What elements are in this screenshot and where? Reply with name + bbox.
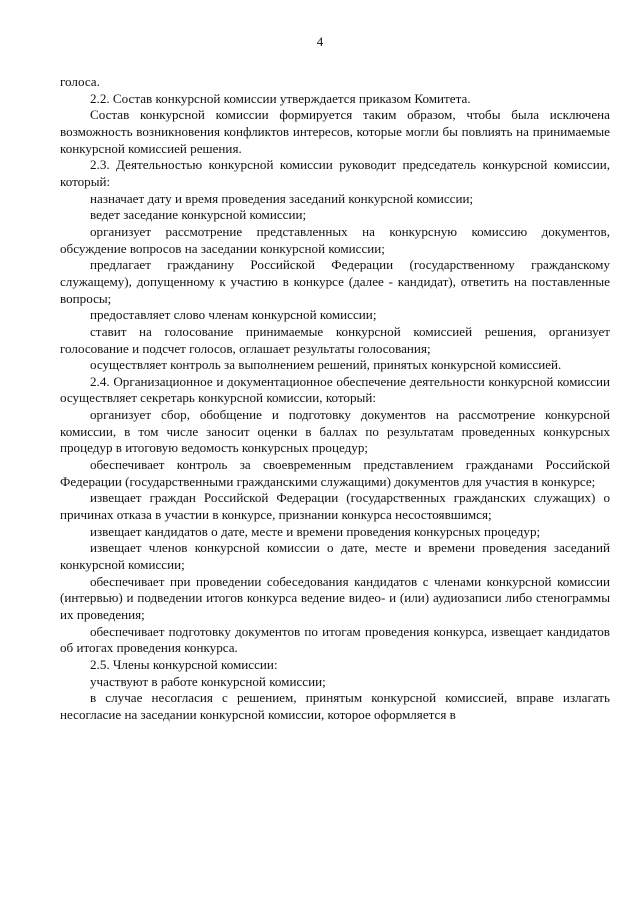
paragraph: извещает членов конкурсной комиссии о дате, месте и времени проведения заседаний конкурсной комиссии; [60, 540, 610, 573]
paragraph: организует сбор, обобщение и подготовку документов на рассмотрение конкурсной комиссии, в том числе заносит оценки в баллах по результатам проведенных конкурсных процедур в итоговую ведомость конкурсных процедур; [60, 407, 610, 456]
paragraph: назначает дату и время проведения заседаний конкурсной комиссии; [90, 190, 474, 206]
paragraph: ставит на голосование принимаемые конкурсной комиссией решения, организует голосование и подсчет голосов, оглашает результаты голосования; [60, 323, 610, 356]
paragraph: 2.3. Деятельностью конкурсной комиссии руководит председатель конкурсной комиссии, который: [60, 157, 610, 189]
paragraph: 2.4. Организационное и документационное обеспечение деятельности конкурсной комиссии осуществляет секретарь конкурсной комиссии, который: [60, 373, 610, 406]
paragraph: извещает граждан Российской Федерации (государственных гражданских служащих) о причинах отказа в участии в конкурсе, признании конкурса несостоявшимся; [60, 490, 610, 523]
paragraph: предоставляет слово членам конкурсной комиссии; [90, 307, 377, 323]
paragraph: ведет заседание конкурсной комиссии; [90, 207, 307, 223]
paragraph: обеспечивает подготовку документов по итогам проведения конкурса, извещает кандидатов об итогах проведения конкурса. [60, 623, 610, 656]
paragraph: Состав конкурсной комиссии формируется таким образом, чтобы была исключена возможность возникновения конфликтов интересов, которые могли бы повлиять на принимаемые конкурсной комиссией решения. [60, 107, 610, 156]
paragraph: участвуют в работе конкурсной комиссии; [90, 673, 326, 689]
paragraph: в случае несогласия с решением, принятым конкурсной комиссией, вправе излагать несогласие на заседании конкурсной комиссии, которое оформляется в [60, 690, 610, 722]
paragraph: обеспечивает контроль за своевременным представлением гражданами Российской Федерации (государственными гражданскими служащими) документов для участия в конкурсе; [60, 457, 610, 489]
paragraph: обеспечивает при проведении собеседования кандидатов с членами конкурсной комиссии (интервью) и подведении итогов конкурса ведение видео- и (или) аудиозаписи либо стенограммы их проведения; [60, 573, 610, 622]
paragraph: голоса. [60, 74, 100, 89]
document-body [60, 74, 610, 724]
paragraph: извещает кандидатов о дате, месте и времени проведения конкурсных процедур; [90, 523, 541, 539]
paragraph: предлагает гражданину Российской Федерации (государственному гражданскому служащему), допущенному к участию в конкурсе (далее - кандидат), ответить на поставленные вопросы; [60, 257, 610, 306]
page-number: 4 [316, 34, 324, 49]
paragraph: 2.5. Члены конкурсной комиссии: [90, 656, 278, 672]
paragraph: осуществляет контроль за выполнением решений, принятых конкурсной комиссией. [90, 357, 562, 373]
paragraph: 2.2. Состав конкурсной комиссии утверждается приказом Комитета. [90, 90, 471, 106]
paragraph: организует рассмотрение представленных на конкурсную комиссию документов, обсуждение вопросов на заседании конкурсной комиссии; [60, 223, 610, 256]
